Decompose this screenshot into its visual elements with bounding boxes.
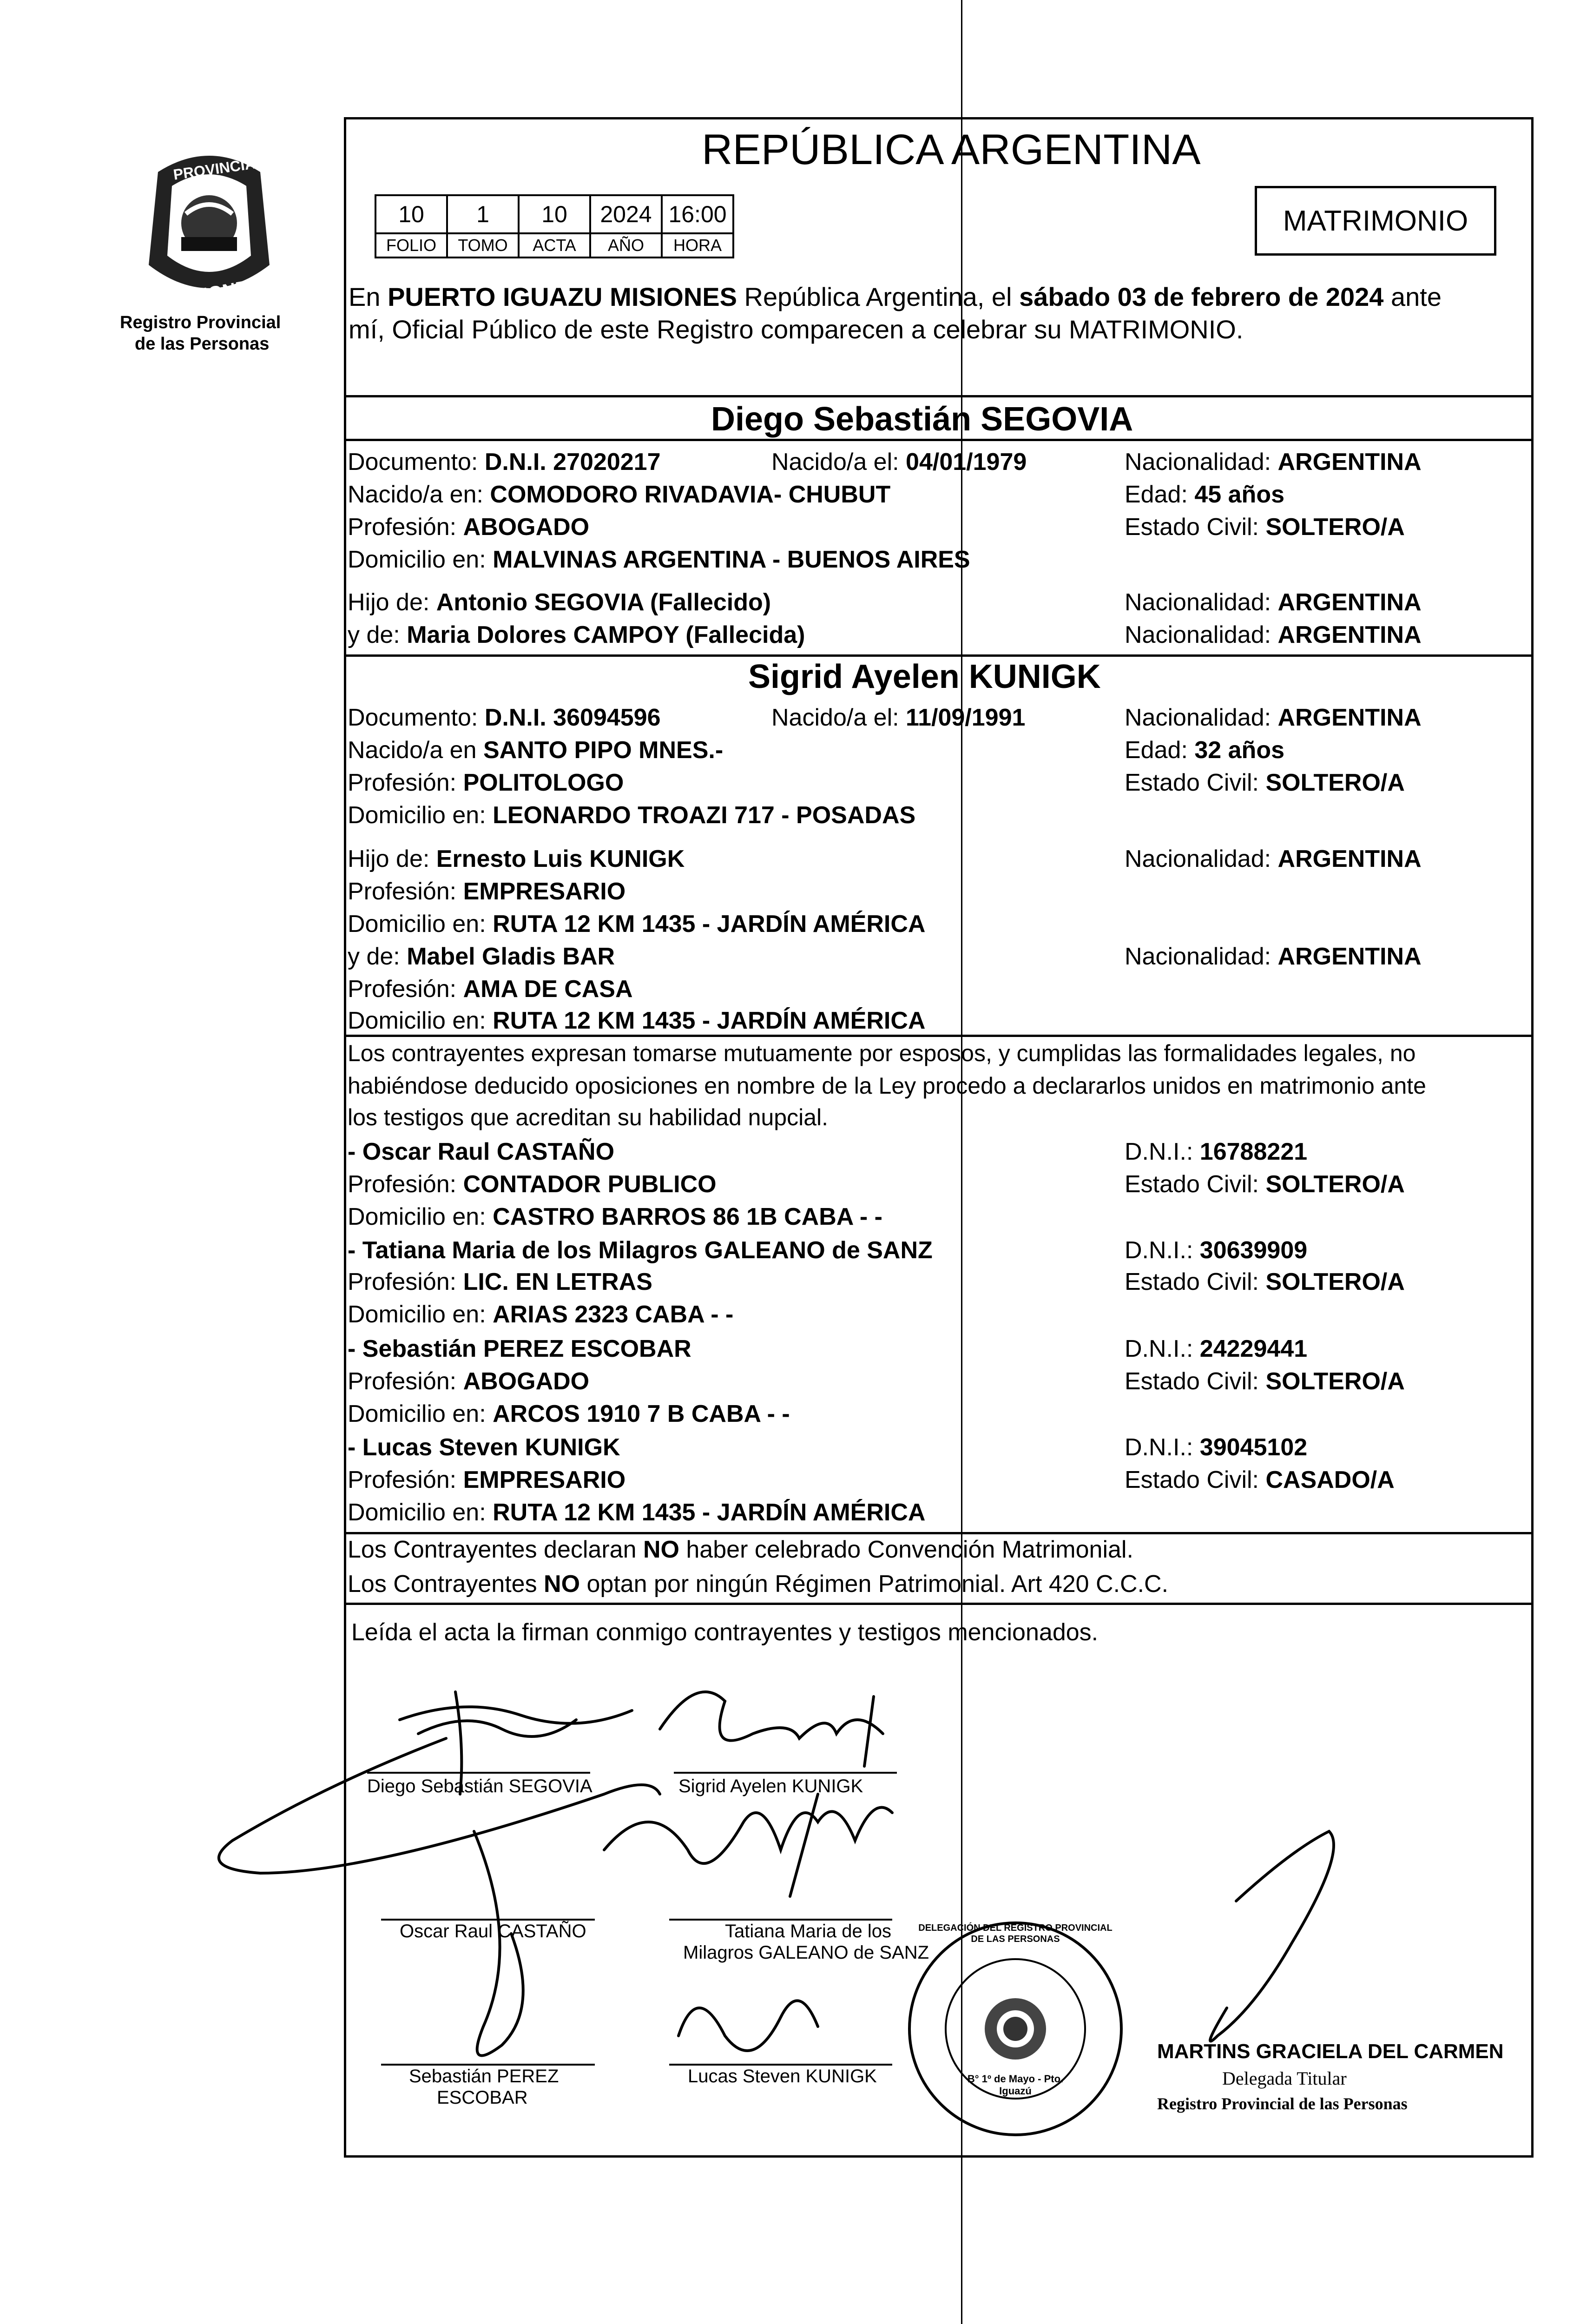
witness-2-profession: Profesión: LIC. EN LETRAS [348, 1268, 652, 1295]
witness-1-address: Domicilio en: CASTRO BARROS 86 1B CABA - - [348, 1203, 882, 1230]
declaration-line-2: habiéndose deducido oposiciones en nombre de la Ley procedo a declararlos unidos en matrimonio ante [348, 1073, 1426, 1099]
witness-3-name: - Sebastián PEREZ ESCOBAR [348, 1335, 691, 1362]
groom-name: Diego Sebastián SEGOVIA [711, 401, 1133, 438]
tomo-value: 1 [447, 195, 519, 233]
round-stamp-icon [906, 1920, 1125, 2138]
bride-nationality: Nacionalidad: ARGENTINA [1125, 704, 1422, 731]
bride-born: Nacido/a el: 11/09/1991 [771, 704, 1026, 731]
seal-bottom-text: MISIONES [169, 275, 262, 311]
rule-3 [344, 654, 1534, 657]
bride-father-profession: Profesión: EMPRESARIO [348, 878, 626, 905]
witness-3-civil-status: Estado Civil: SOLTERO/A [1125, 1368, 1405, 1395]
intro-line-2: mí, Oficial Público de este Registro comparecen a celebrar su MATRIMONIO. [349, 315, 1244, 344]
convention-line-1: Los Contrayentes declaran NO haber celebrado Convención Matrimonial. [348, 1536, 1133, 1563]
bride-civil-status: Estado Civil: SOLTERO/A [1125, 769, 1405, 796]
seal-caption-2: de las Personas [135, 334, 270, 354]
sig-line-groom [367, 1772, 590, 1774]
witness-4-address: Domicilio en: RUTA 12 KM 1435 - JARDÍN AMÉRICA [348, 1499, 926, 1526]
folio-label: FOLIO [375, 233, 447, 257]
sig-label-w4: Lucas Steven KUNIGK [688, 2066, 877, 2086]
acta-value: 10 [519, 195, 590, 233]
declaration-line-3: los testigos que acreditan su habilidad nupcial. [348, 1104, 829, 1130]
rule-5 [344, 1532, 1534, 1534]
intro-text-b: República Argentina, el [737, 282, 1020, 311]
witness-1-dni: D.N.I.: 16788221 [1125, 1138, 1308, 1165]
groom-father: Hijo de: Antonio SEGOVIA (Fallecido) [348, 589, 771, 616]
bride-father-address: Domicilio en: RUTA 12 KM 1435 - JARDÍN AMÉRICA [348, 911, 926, 938]
groom-birthplace: Nacido/a en: COMODORO RIVADAVIA- CHUBUT [348, 481, 891, 508]
groom-mother: y de: Maria Dolores CAMPOY (Fallecida) [348, 621, 805, 648]
intro-text-c: ante [1383, 282, 1442, 311]
groom-nationality: Nacionalidad: ARGENTINA [1125, 449, 1422, 475]
sig-label-w3a: Sebastián PEREZ [409, 2066, 559, 2086]
sig-label-w1: Oscar Raul CASTAÑO [400, 1921, 586, 1941]
tomo-label: TOMO [447, 233, 519, 257]
bride-address: Domicilio en: LEONARDO TROAZI 717 - POSADAS [348, 802, 916, 829]
declaration-line-1: Los contrayentes expresan tomarse mutuamente por esposos, y cumplidas las formalidades legales, no [348, 1040, 1416, 1066]
witness-3-address: Domicilio en: ARCOS 1910 7 B CABA - - [348, 1400, 790, 1427]
sig-label-groom: Diego Sebastián SEGOVIA [367, 1776, 592, 1796]
bride-age: Edad: 32 años [1125, 737, 1284, 764]
bride-profession: Profesión: POLITOLOGO [348, 769, 624, 796]
witness-2-address: Domicilio en: ARIAS 2323 CABA - - [348, 1301, 734, 1328]
bride-name: Sigrid Ayelen KUNIGK [748, 658, 1101, 695]
rule-1 [344, 395, 1534, 397]
intro-place: PUERTO IGUAZU MISIONES [388, 282, 737, 311]
intro-text-a: En [349, 282, 388, 311]
witness-2-name: - Tatiana Maria de los Milagros GALEANO de SANZ [348, 1237, 933, 1264]
sig-line-bride [674, 1772, 897, 1774]
round-stamp-text: DELEGACIÓN DEL REGISTRO PROVINCIAL DE LAS PERSONAS [918, 1923, 1113, 1944]
official-name: MARTINS GRACIELA DEL CARMEN [1157, 2040, 1504, 2063]
anio-label: AÑO [590, 233, 662, 257]
bride-mother-nationality: Nacionalidad: ARGENTINA [1125, 943, 1422, 970]
bride-mother-address: Domicilio en: RUTA 12 KM 1435 - JARDÍN AMÉRICA [348, 1007, 926, 1034]
witness-4-profession: Profesión: EMPRESARIO [348, 1466, 626, 1493]
sig-label-w2b: Milagros GALEANO de SANZ [683, 1942, 929, 1963]
acta-label: ACTA [519, 233, 590, 257]
convention-line-2: Los Contrayentes NO optan por ningún Régimen Patrimonial. Art 420 C.C.C. [348, 1571, 1169, 1598]
witness-4-civil-status: Estado Civil: CASADO/A [1125, 1466, 1395, 1493]
hora-label: HORA [662, 233, 733, 257]
groom-born: Nacido/a el: 04/01/1979 [771, 449, 1027, 475]
page-title: REPÚBLICA ARGENTINA [702, 126, 1201, 173]
sig-label-w2a: Tatiana Maria de los [725, 1921, 891, 1941]
witness-2-civil-status: Estado Civil: SOLTERO/A [1125, 1268, 1405, 1295]
act-reference-table [375, 194, 734, 258]
intro-line-1 [349, 282, 1442, 312]
witness-1-profession: Profesión: CONTADOR PUBLICO [348, 1171, 717, 1198]
closing-text: Leída el acta la firman conmigo contrayentes y testigos mencionados. [351, 1619, 1099, 1646]
witness-4-dni: D.N.I.: 39045102 [1125, 1434, 1308, 1461]
groom-age: Edad: 45 años [1125, 481, 1284, 508]
rule-2 [344, 439, 1534, 441]
sig-label-bride: Sigrid Ayelen KUNIGK [678, 1776, 863, 1796]
bride-mother: y de: Mabel Gladis BAR [348, 943, 615, 970]
witness-3-profession: Profesión: ABOGADO [348, 1368, 590, 1395]
witness-1-civil-status: Estado Civil: SOLTERO/A [1125, 1171, 1405, 1198]
witness-2-dni: D.N.I.: 30639909 [1125, 1237, 1308, 1264]
bride-father: Hijo de: Ernesto Luis KUNIGK [348, 845, 685, 872]
witness-3-dni: D.N.I.: 24229441 [1125, 1335, 1308, 1362]
sig-label-w3b: ESCOBAR [437, 2087, 528, 2108]
groom-doc: Documento: D.N.I. 27020217 [348, 449, 661, 475]
witness-4-name: - Lucas Steven KUNIGK [348, 1434, 620, 1461]
anio-value: 2024 [590, 195, 662, 233]
seal-caption-1: Registro Provincial [120, 313, 281, 332]
official-title: Delegada Titular [1222, 2068, 1347, 2089]
intro-date: sábado 03 de febrero de 2024 [1019, 282, 1384, 311]
rule-4 [344, 1035, 1534, 1037]
bride-doc: Documento: D.N.I. 36094596 [348, 704, 661, 731]
groom-address: Domicilio en: MALVINAS ARGENTINA - BUENOS AIRES [348, 546, 970, 573]
bride-mother-profession: Profesión: AMA DE CASA [348, 976, 633, 1003]
folio-value: 10 [375, 195, 447, 233]
bride-father-nationality: Nacionalidad: ARGENTINA [1125, 845, 1422, 872]
witness-1-name: - Oscar Raul CASTAÑO [348, 1138, 615, 1165]
groom-mother-nationality: Nacionalidad: ARGENTINA [1125, 621, 1422, 648]
act-type-box: MATRIMONIO [1255, 186, 1496, 256]
groom-father-nationality: Nacionalidad: ARGENTINA [1125, 589, 1422, 616]
round-registry-stamp [906, 1920, 1125, 2138]
rule-6 [344, 1603, 1534, 1605]
round-stamp-inner: B° 1º de Mayo - Pto. Iguazú [967, 2073, 1064, 2097]
groom-civil-status: Estado Civil: SOLTERO/A [1125, 514, 1405, 541]
hora-value: 16:00 [662, 195, 733, 233]
seal-top-text: PROVINCIA DE [172, 152, 281, 183]
provincial-seal [130, 144, 288, 321]
bride-birthplace: Nacido/a en SANTO PIPO MNES.- [348, 737, 724, 764]
official-office: Registro Provincial de las Personas [1157, 2094, 1408, 2113]
groom-profession: Profesión: ABOGADO [348, 514, 590, 541]
